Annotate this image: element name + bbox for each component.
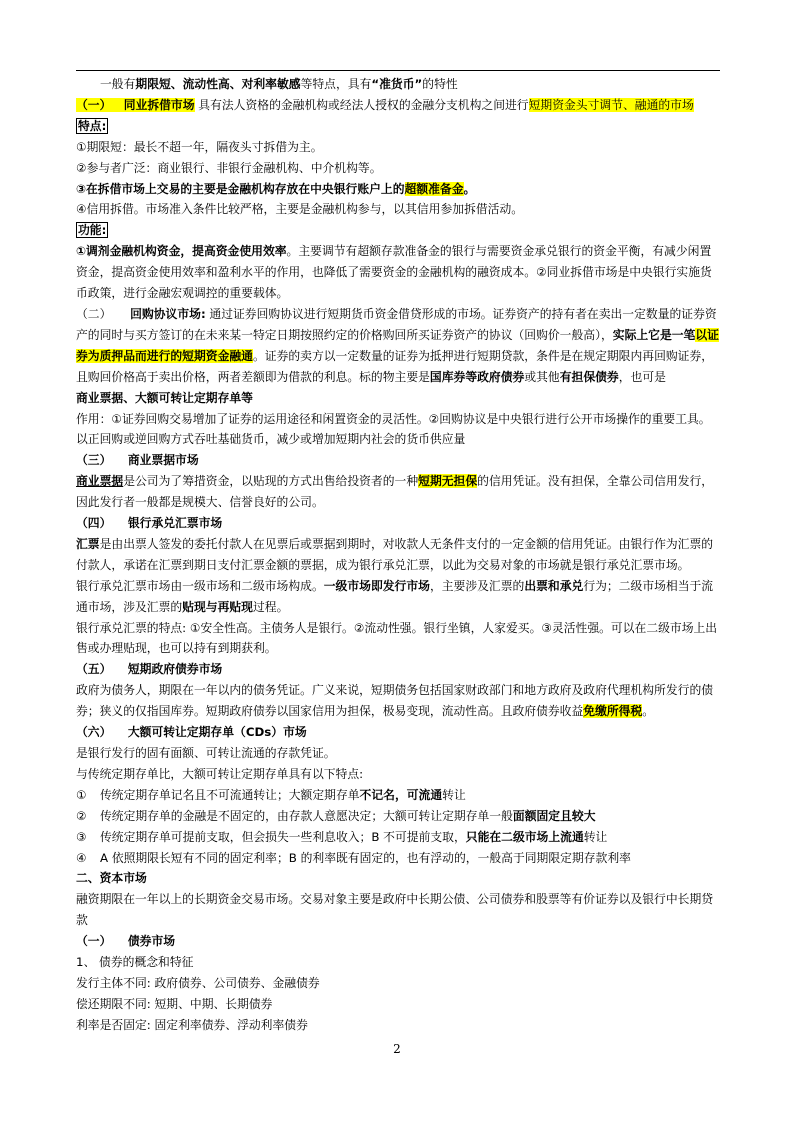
function-label-line bbox=[76, 220, 720, 241]
section-number: （二） bbox=[76, 306, 112, 321]
text: 。 bbox=[642, 704, 655, 719]
list-item bbox=[76, 785, 720, 806]
text: 转让 bbox=[442, 787, 466, 802]
section-cds-heading bbox=[76, 722, 720, 743]
text: 一般有 bbox=[100, 77, 136, 91]
acceptance-paragraph bbox=[76, 534, 720, 576]
section-number: （一） bbox=[76, 934, 112, 949]
list-marker: ② bbox=[76, 808, 87, 823]
section-title: 短期政府债券市场 bbox=[127, 662, 223, 677]
header-rule bbox=[76, 70, 720, 71]
bold-text: 只能在二级市场上流通 bbox=[465, 829, 584, 844]
list-text bbox=[100, 806, 596, 827]
bold-text: 出票和承兑 bbox=[524, 578, 584, 593]
text: ，主要涉及汇票的 bbox=[429, 578, 525, 593]
text: 。主要调节有超额存款准备金的银行与需要资金承兑银行的资金平衡，有减少闲置资金，提高资金使用效率和盈利水平的作用，也降低了需要资金的金融机构的融资成本。②同业拆借市场是中央银行实施货币政策，进行金融宏观调控的重要载体。 bbox=[76, 244, 712, 301]
text: 或其他 bbox=[524, 369, 560, 384]
bold-text: 面额固定且较大 bbox=[512, 808, 596, 823]
function-paragraph bbox=[76, 241, 720, 304]
text: 传统定期存单记名且不可流通转让；大额定期存单 bbox=[100, 787, 360, 802]
section-title: 回购协议市场: bbox=[130, 306, 206, 321]
highlighted-text: 短期资金头寸调节、融通的市场 bbox=[528, 97, 694, 112]
page-number: 2 bbox=[393, 1042, 401, 1056]
feature-item: ④信用拆借。市场准入条件比较严格，主要是金融机构参与，以其信用参加拆借活动。 bbox=[76, 202, 524, 217]
section-capital-market-heading: 二、资本市场 bbox=[76, 871, 147, 886]
text: 等特点，具有 bbox=[300, 77, 372, 91]
section-interbank bbox=[76, 95, 720, 116]
text: 。证券的卖方以一定数量的证券为抵押进行短期贷款，条件是在规定期限内再回购证券，且购回价格高于卖出价格，两者差额即为借款的利息。标的物主要是 bbox=[76, 348, 714, 384]
bond-classification-line: 利率是否固定: 固定利率债券、浮动利率债券 bbox=[76, 1017, 308, 1032]
list-text bbox=[100, 785, 466, 806]
document-body bbox=[76, 74, 720, 1036]
text: 过程。 bbox=[252, 599, 289, 614]
acceptance-market-paragraph bbox=[76, 576, 720, 618]
capital-market-paragraph: 融资期限在一年以上的长期资金交易市场。交易对象主要是政府中长期公债、公司债券和股票等有价证券以及银行中长期贷款 bbox=[76, 892, 714, 928]
section-title: 银行承兑汇票市场 bbox=[127, 516, 223, 531]
bond-classification-line: 偿还期限不同: 短期、中期、长期债券 bbox=[76, 996, 273, 1011]
feature-item: ①期限短：最长不超一年，隔夜头寸拆借为主。 bbox=[76, 139, 323, 154]
list-marker: ① bbox=[76, 787, 87, 802]
cds-intro: 与传统定期存单比，大额可转让定期存单具有以下特点: bbox=[76, 766, 364, 781]
section-acceptance-heading bbox=[76, 513, 720, 534]
repo-function-paragraph: 作用：①证券回购交易增加了证券的运用途径和闲置资金的灵活性。②回购协议是中央银行进行公开市场操作的重要工具。以正回购或逆回购方式吞吐基础货币，减少或增加短期内社会的货币供应量 bbox=[76, 411, 711, 447]
bond-concept-line: 1、 债券的概念和特征 bbox=[76, 955, 194, 970]
bold-text: 贴现与再贴现 bbox=[182, 599, 253, 614]
cds-definition: 是银行发行的固有面额、可转让流通的存款凭证。 bbox=[76, 746, 336, 760]
features-label: 特点: bbox=[78, 118, 107, 133]
intro-paragraph bbox=[76, 74, 720, 95]
text: 的特性 bbox=[422, 77, 458, 91]
text: 行为；二级市场相当于流通市场，涉及汇票的 bbox=[76, 578, 714, 614]
bold-text: 国库券等政府债券 bbox=[429, 369, 525, 384]
section-repo bbox=[76, 304, 720, 409]
section-number: （四） bbox=[76, 516, 112, 531]
bold-text: 汇票 bbox=[76, 536, 100, 551]
highlighted-text: 免缴所得税 bbox=[583, 704, 643, 719]
list-marker: ③ bbox=[76, 829, 87, 844]
section-number: （六） bbox=[76, 725, 112, 740]
list-item bbox=[76, 827, 720, 848]
section-title: 同业拆借市场 bbox=[123, 97, 195, 112]
bold-text: 一级市场即发行市场 bbox=[323, 578, 430, 593]
text: 具有法人资格的金融机构或经法人授权的金融分支机构之间进行 bbox=[198, 97, 529, 112]
commercial-paper-paragraph bbox=[76, 471, 720, 513]
govt-bond-paragraph bbox=[76, 680, 720, 722]
section-number: （一） bbox=[76, 97, 112, 112]
bold-text: “准货币” bbox=[371, 77, 423, 91]
list-item bbox=[76, 848, 720, 869]
features-label-line bbox=[76, 116, 720, 137]
section-number: （三） bbox=[76, 453, 112, 468]
text: 传统定期存单的金融是不固定的，由存款人意愿决定；大额可转让定期存单一般 bbox=[100, 808, 513, 823]
section-title: 大额可转让定期存单（CDs）市场 bbox=[127, 725, 307, 740]
highlighted-text: 短期无担保 bbox=[418, 474, 478, 489]
text: 银行承兑汇票市场由一级市场和二级市场构成。 bbox=[76, 578, 324, 593]
section-title: 债券市场 bbox=[127, 934, 176, 949]
bold-text: 商业票据 bbox=[76, 474, 124, 489]
function-label: 功能: bbox=[78, 223, 107, 238]
bold-text: 不记名，可流通 bbox=[359, 787, 443, 802]
section-heading bbox=[76, 98, 195, 112]
bold-text: ③在拆借市场上交易的主要是金融机构存放在中央银行账户上的 bbox=[76, 181, 405, 196]
feature-item bbox=[76, 179, 720, 200]
bold-text: 商业票据、大额可转让定期存单等 bbox=[76, 390, 253, 405]
section-title: 商业票据市场 bbox=[127, 453, 199, 468]
section-govt-bond-heading bbox=[76, 659, 720, 680]
feature-item: ②参与者广泛：商业银行、非银行金融机构、中介机构等。 bbox=[76, 160, 382, 175]
text: ，也可是 bbox=[618, 369, 666, 384]
bold-text: ①调剂金融机构资金，提高资金使用效率 bbox=[76, 244, 287, 259]
text: 是公司为了筹措资金，以贴现的方式出售给投资者的一种 bbox=[123, 474, 419, 489]
bold-text: 实际上它是一笔 bbox=[612, 327, 696, 342]
list-text: A 依照期限长短有不同的固定利率；B 的利率既有固定的，也有浮动的，一般高于同期限定期存款利率 bbox=[100, 850, 631, 865]
text: 的信用凭证。没有担保，全靠公司信用发行，因此发行者一般都是规模大、信誉良好的公司。 bbox=[76, 474, 714, 510]
text: 。 bbox=[463, 181, 476, 196]
acceptance-features-paragraph: 银行承兑汇票的特点: ①安全性高。主债务人是银行。②流动性强。银行坐镇，人家爱买。③灵活性强。可以在二级市场上出售或办理贴现，也可以持有到期获利。 bbox=[76, 620, 718, 656]
text: 通过证券回购协议进行短期货币资金借贷形成的市场。证券资产的持有者在卖出一定数量的证券资产的同时与买方签订的在未来某一特定日期按照约定的价格购回所买证券资产的协议（回购价一般高）， bbox=[76, 306, 717, 342]
text: 政府为债务人，期限在一年以内的债务凭证。广义来说，短期债务包括国家财政部门和地方政府及政府代理机构所发行的债券；狭义的仅指国库券。短期政府债券以国家信用为担保，极易变现，流动性高。且政府债券收益 bbox=[76, 683, 714, 719]
section-commercial-paper-heading bbox=[76, 450, 720, 471]
section-number: （五） bbox=[76, 662, 112, 677]
text: 传统定期存单可提前支取，但会损失一些利息收入；B 不可提前支取， bbox=[100, 829, 466, 844]
list-item bbox=[76, 806, 720, 827]
list-marker: ④ bbox=[76, 850, 87, 865]
bond-classification-line: 发行主体不同: 政府债券、公司债券、金融债券 bbox=[76, 975, 320, 990]
text: 转让 bbox=[583, 829, 608, 844]
section-bond-market-heading bbox=[76, 931, 720, 952]
bold-text: 期限短、流动性高、对利率敏感 bbox=[135, 77, 301, 91]
list-text bbox=[100, 827, 607, 848]
highlighted-text: 以证券为质押品而进行的短期资金融通 bbox=[76, 327, 719, 363]
highlighted-text: 超额准备金 bbox=[404, 181, 464, 196]
bold-text: 有担保债券 bbox=[559, 369, 619, 384]
text: 是由出票人签发的委托付款人在见票后或票据到期时，对收款人无条件支付的一定金额的信用凭证。由银行作为汇票的付款人，承诺在汇票到期日支付汇票金额的票据，成为银行承兑汇票，以此为交易对象的市场就是银行承兑汇票市场。 bbox=[76, 536, 714, 572]
